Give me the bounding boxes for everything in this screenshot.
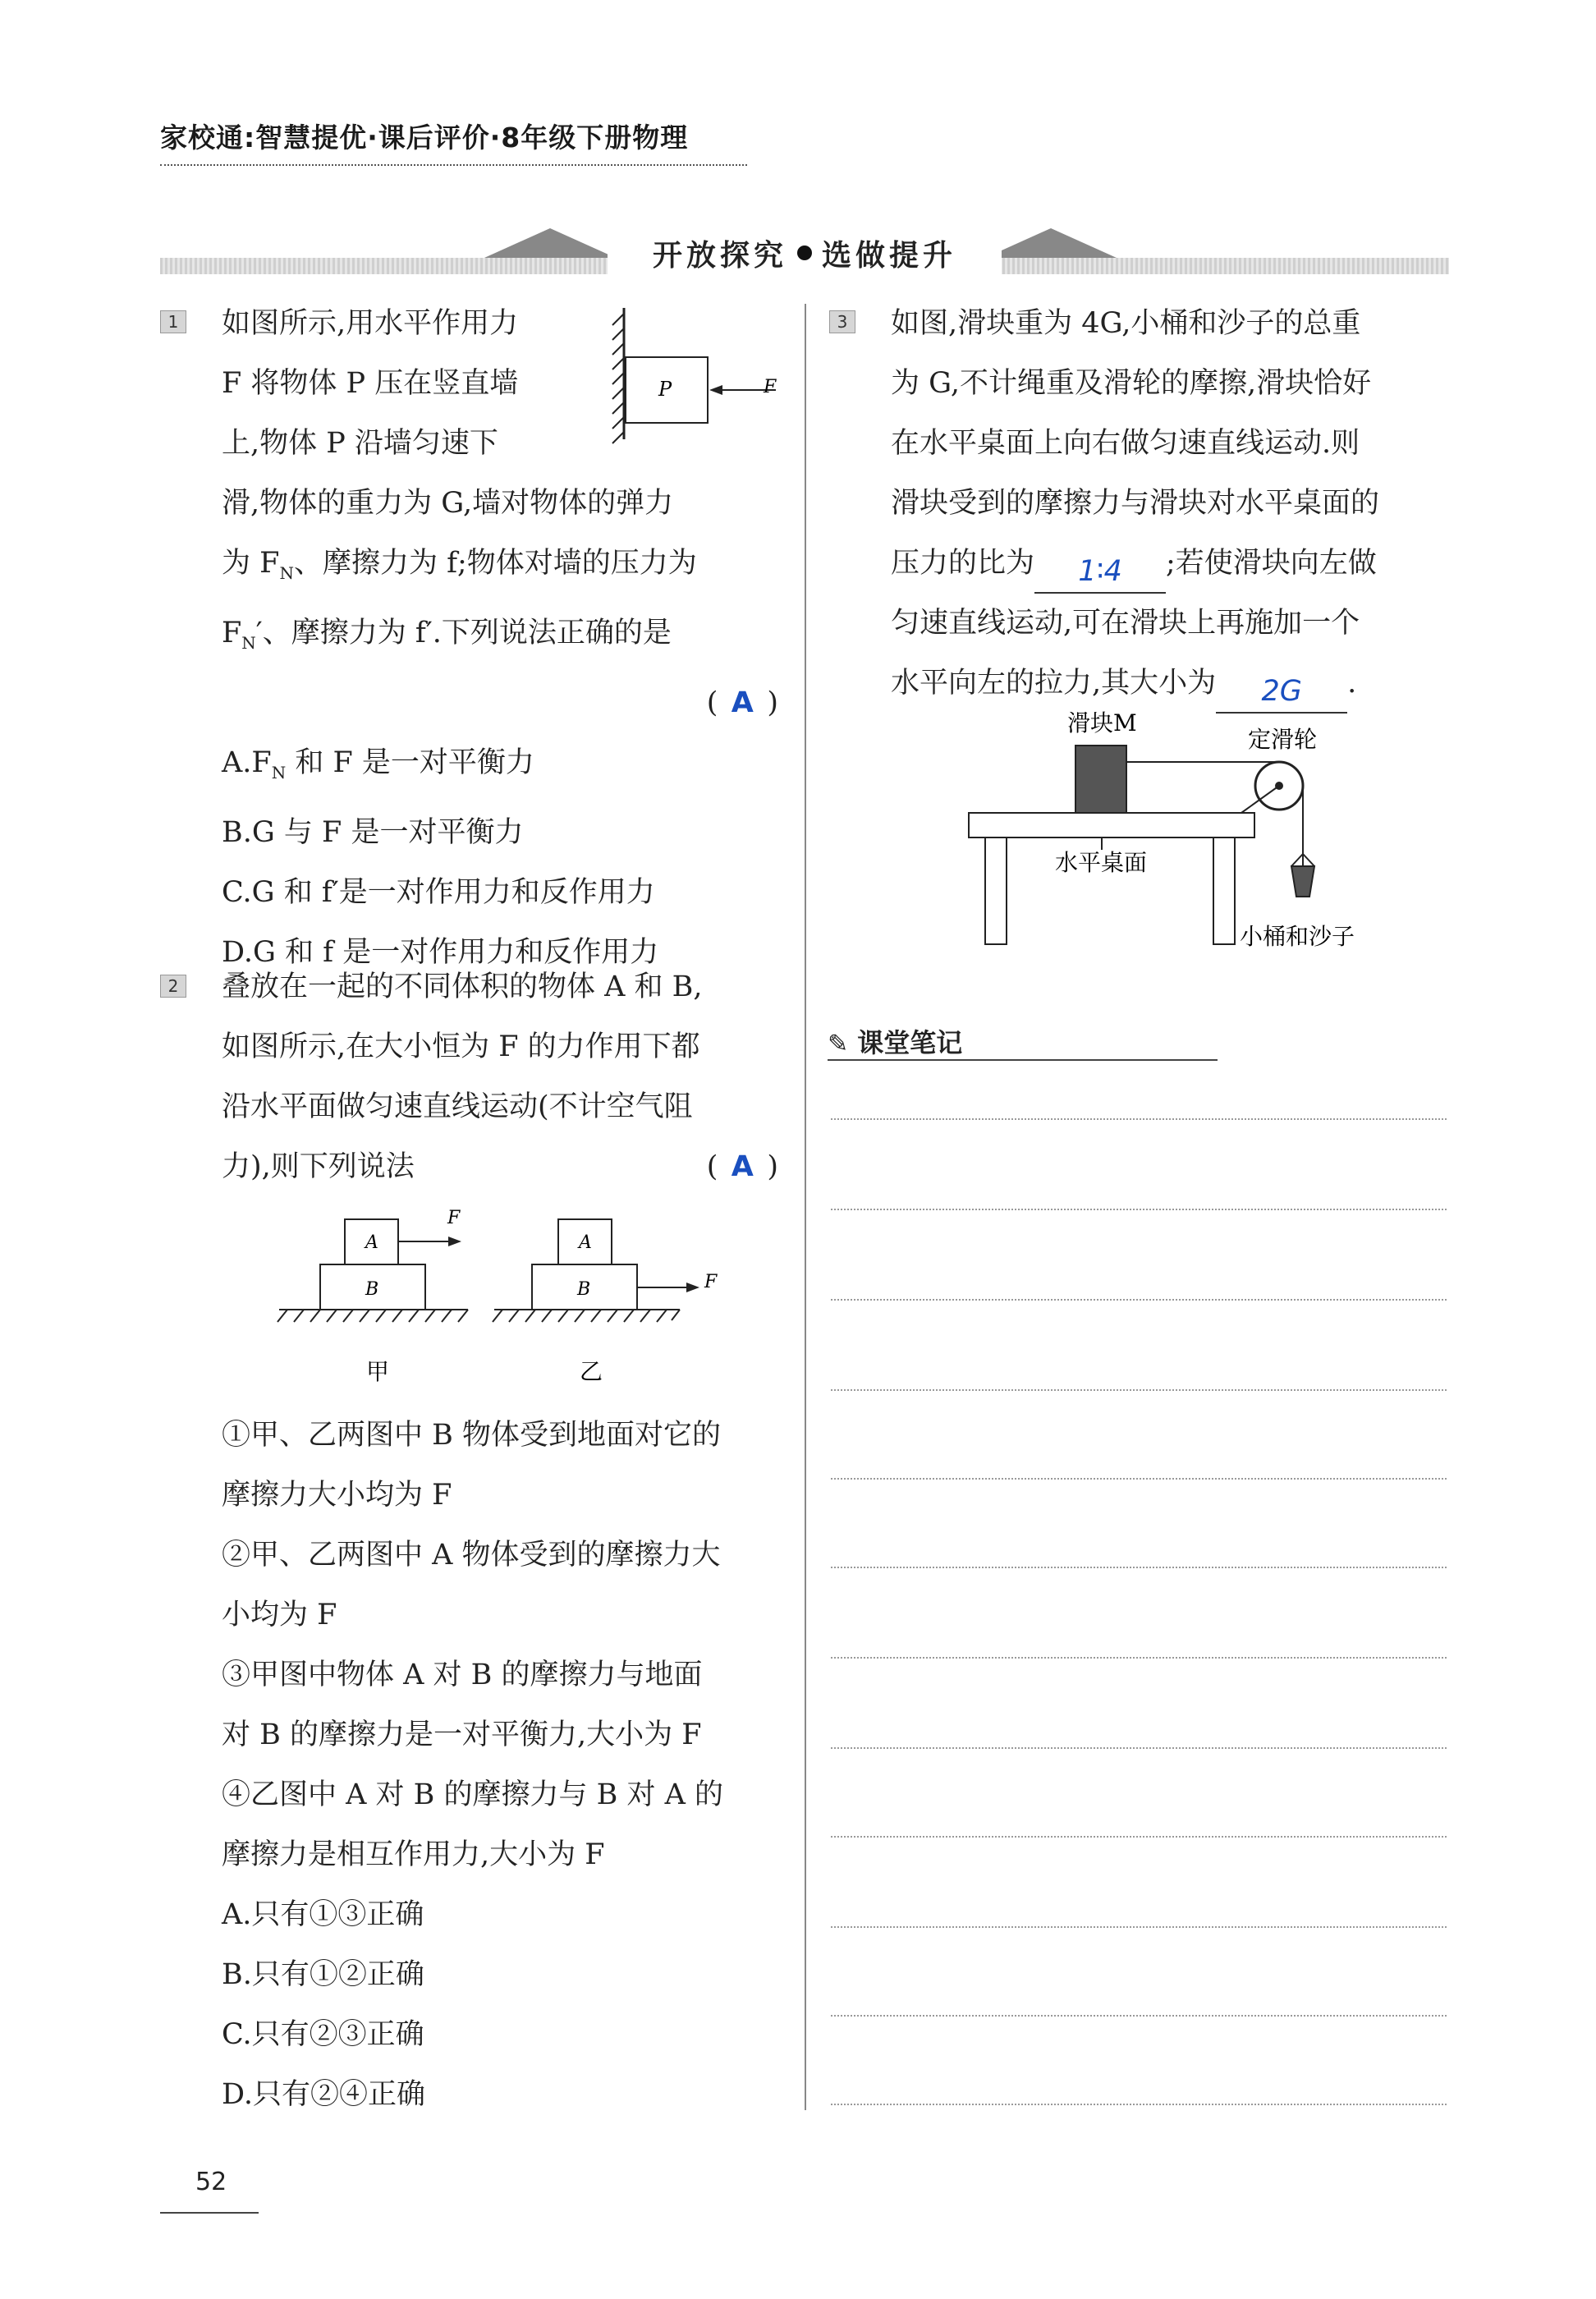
- q2-statement-2a: ②甲、乙两图中 A 物体受到的摩擦力大: [222, 1539, 721, 1572]
- q2-line-2: 如图所示,在大小恒为 F 的力作用下都: [222, 1030, 700, 1063]
- q1-option-c: C.G 和 f′是一对作用力和反作用力: [222, 876, 655, 909]
- q2-statement-4a: ④乙图中 A 对 B 的摩擦力与 B 对 A 的: [222, 1778, 723, 1811]
- q1-option-b: B.G 与 F 是一对平衡力: [222, 816, 524, 849]
- label-table: 水平桌面: [1055, 849, 1148, 876]
- q3-line-2: 为 G,不计绳重及滑轮的摩擦,滑块恰好: [891, 367, 1372, 400]
- note-line: [831, 1747, 1447, 1749]
- page-number-rule: [160, 2212, 259, 2214]
- banner-right-triangle: [985, 228, 1117, 258]
- banner-left-text: 开放探究: [652, 238, 787, 273]
- q3-blank-1: [1034, 551, 1166, 594]
- label-bucket: 小桶和沙子: [1240, 923, 1355, 950]
- q1-line-3: 上,物体 P 沿墙匀速下: [222, 427, 498, 460]
- q2-line-1: 叠放在一起的不同体积的物体 A 和 B,: [222, 971, 703, 1003]
- bucket-handle-right: [1303, 854, 1314, 866]
- jia-label-b: B: [365, 1279, 379, 1300]
- bucket-handle-left: [1291, 854, 1303, 866]
- question-number-3: 3: [829, 310, 855, 333]
- q2-statement-3a: ③甲图中物体 A 对 B 的摩擦力与地面: [222, 1659, 703, 1691]
- q2-statement-2b: 小均为 F: [222, 1599, 337, 1631]
- column-divider: [805, 304, 806, 2110]
- force-label: F: [764, 377, 777, 397]
- q2-answer-parens: ( A ): [707, 1137, 778, 1197]
- note-line: [831, 1926, 1447, 1928]
- q1-option-d: D.G 和 f 是一对作用力和反作用力: [222, 936, 659, 969]
- q2-statement-1b: 摩擦力大小均为 F: [222, 1479, 452, 1512]
- caption-jia: 甲: [366, 1358, 390, 1385]
- q2-statement-3b: 对 B 的摩擦力是一对平衡力,大小为 F: [222, 1719, 702, 1751]
- figure-jia: [277, 1208, 468, 1385]
- notes-heading: [828, 1022, 962, 1060]
- q3-line-1: 如图,滑块重为 4G,小桶和沙子的总重: [891, 307, 1361, 340]
- q1-line-6: $F_N'$、摩擦力为 f′.下列说法正确的是: [222, 617, 672, 653]
- q1-line-4: 滑,物体的重力为 G,墙对物体的弹力: [222, 487, 674, 520]
- question-2-statements: [222, 1406, 788, 2125]
- q3-figure: [961, 706, 1387, 969]
- q2-answer: A: [731, 1150, 754, 1183]
- q2-figure: [271, 1199, 755, 1396]
- block-m: [1075, 746, 1126, 813]
- q3-line-7-before: 水平向左的拉力,其大小为: [891, 667, 1217, 700]
- yi-force-head: [686, 1283, 699, 1292]
- note-line: [831, 1209, 1447, 1210]
- question-2-stem: [222, 957, 788, 1197]
- block-p-label: P: [658, 378, 672, 401]
- section-banner: [608, 232, 1002, 274]
- yi-ground-hatching: [493, 1310, 680, 1322]
- page-header-title: 家校通:智慧提优·课后评价·8年级下册物理: [160, 122, 689, 154]
- label-block-m: 滑块M: [1067, 709, 1137, 737]
- jia-force-head: [448, 1237, 461, 1246]
- note-line: [831, 2104, 1447, 2105]
- q2-line-3: 沿水平面做匀速直线运动(不计空气阻: [222, 1090, 693, 1123]
- q3-line-5: [891, 534, 1457, 594]
- q3-line-6: 匀速直线运动,可在滑块上再施加一个: [891, 607, 1360, 640]
- q1-line-5: 为 $F_N$、摩擦力为 f;物体对墙的压力为: [222, 547, 697, 583]
- q3-line-7-after: .: [1347, 667, 1357, 700]
- q2-option-c: C.只有②③正确: [222, 2018, 424, 2051]
- note-line: [831, 1567, 1447, 1568]
- banner-dot: [797, 246, 812, 260]
- wall-hatching: [612, 314, 624, 443]
- note-line: [831, 1389, 1447, 1391]
- jia-ground-hatching: [277, 1310, 468, 1322]
- notes-underline: [828, 1059, 1218, 1061]
- q1-answer-parens: ( A ): [222, 673, 788, 733]
- yi-label-b: B: [577, 1279, 591, 1300]
- q1-line-1: 如图所示,用水平作用力: [222, 307, 519, 340]
- note-line: [831, 1836, 1447, 1838]
- table-leg-left: [985, 837, 1007, 944]
- q2-statement-4b: 摩擦力是相互作用力,大小为 F: [222, 1838, 605, 1871]
- q2-option-a: A.只有①③正确: [222, 1898, 424, 1931]
- q1-answer: A: [731, 686, 754, 719]
- q3-line-4: 滑块受到的摩擦力与滑块对水平桌面的: [891, 487, 1380, 520]
- bucket: [1291, 866, 1314, 897]
- jia-label-a: A: [365, 1232, 378, 1253]
- header-rule: [160, 164, 747, 166]
- q1-option-a: $A.F_N$ 和 F 是一对平衡力: [222, 746, 534, 782]
- note-line: [831, 2015, 1447, 2017]
- banner-left-triangle: [484, 228, 616, 258]
- q3-blank-1-answer: 1∶4: [1078, 555, 1122, 588]
- q2-option-b: B.只有①②正确: [222, 1958, 424, 1991]
- question-number-2: 2: [160, 975, 186, 998]
- q2-option-d: D.只有②④正确: [222, 2078, 425, 2111]
- q3-line-5-before: 压力的比为: [891, 547, 1035, 580]
- q3-line-7: [891, 654, 1457, 714]
- q3-blank-2-answer: 2G: [1261, 675, 1302, 708]
- note-line: [831, 1478, 1447, 1480]
- figure-yi: [493, 1219, 718, 1385]
- q1-figure: [608, 304, 805, 468]
- caption-yi: 乙: [580, 1358, 603, 1385]
- q2-line-4-text: 力),则下列说法: [222, 1150, 415, 1183]
- table-leg-right: [1213, 837, 1235, 944]
- yi-force-label: F: [704, 1272, 718, 1292]
- label-pulley: 定滑轮: [1248, 726, 1318, 753]
- q3-line-5-after: ;若使滑块向左做: [1166, 547, 1377, 580]
- banner-right-text: 选做提升: [822, 238, 957, 273]
- yi-label-a: A: [579, 1232, 592, 1253]
- q2-line-4: [222, 1137, 788, 1197]
- force-arrow-head: [709, 385, 722, 395]
- pen-icon: ✎: [828, 1030, 849, 1058]
- notes-title: 课堂笔记: [857, 1027, 963, 1058]
- q1-line-2: F 将物体 P 压在竖直墙: [222, 367, 519, 400]
- q2-statement-1a: ①甲、乙两图中 B 物体受到地面对它的: [222, 1419, 721, 1452]
- q3-line-3: 在水平桌面上向右做匀速直线运动.则: [891, 427, 1360, 460]
- note-line: [831, 1118, 1447, 1120]
- note-line: [831, 1657, 1447, 1659]
- question-number-1: 1: [160, 310, 186, 333]
- jia-force-label: F: [447, 1208, 461, 1228]
- table-top: [969, 813, 1254, 837]
- page-number: 52: [195, 2168, 227, 2196]
- note-line: [831, 1299, 1447, 1301]
- question-3-stem: [891, 294, 1457, 714]
